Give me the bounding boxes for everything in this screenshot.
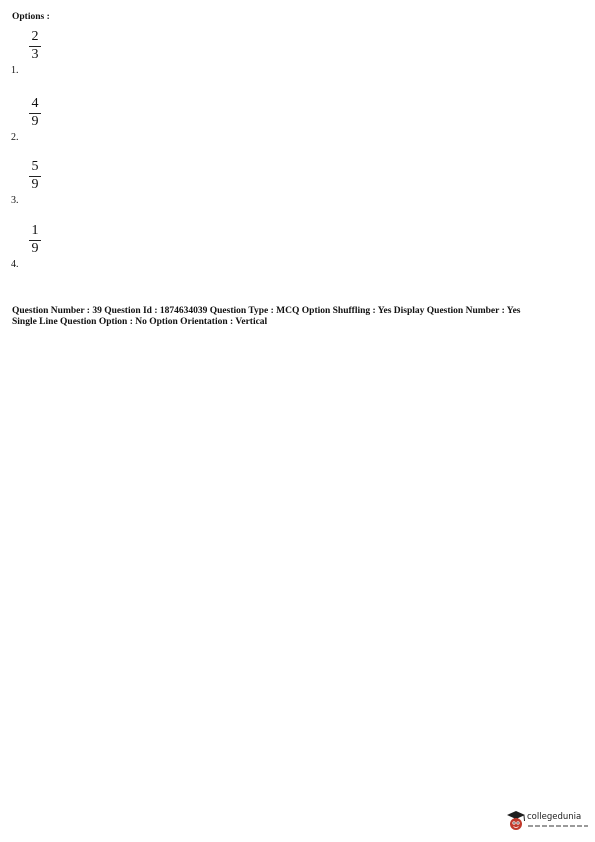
option-3-fraction (28, 160, 42, 193)
option-3[interactable] (11, 160, 131, 206)
option-3-denominator: 9 (31, 177, 39, 192)
option-2-numerator: 4 (31, 96, 39, 111)
option-2-fraction (28, 97, 42, 130)
option-3-number: 3. (11, 195, 19, 206)
logo-tagline-graphic (528, 825, 588, 827)
graduate-mascot-icon (505, 808, 527, 832)
option-2-denominator: 9 (31, 114, 39, 129)
option-4-fraction (28, 224, 42, 257)
option-4[interactable] (11, 224, 131, 270)
options-heading: Options : (12, 12, 50, 22)
collegedunia-logo (505, 808, 591, 836)
option-4-numerator: 1 (31, 223, 39, 238)
question-metadata-line-1: Question Number : 39 Question Id : 1874634039 Question Type : MCQ Option Shuffling : Yes Display Question Number : Yes (12, 306, 521, 316)
option-1-denominator: 3 (31, 47, 39, 62)
question-metadata-line-2: Single Line Question Option : No Option Orientation : Vertical (12, 317, 268, 327)
option-3-numerator: 5 (31, 159, 39, 174)
option-1-fraction (28, 30, 42, 63)
option-4-number: 4. (11, 259, 19, 270)
question-metadata (12, 306, 582, 328)
option-2[interactable] (11, 97, 131, 143)
option-1-numerator: 2 (31, 29, 39, 44)
option-4-denominator: 9 (31, 241, 39, 256)
option-1[interactable] (11, 30, 131, 76)
option-1-number: 1. (11, 65, 19, 76)
option-2-number: 2. (11, 132, 19, 143)
logo-wordmark: collegedunia (527, 812, 582, 822)
